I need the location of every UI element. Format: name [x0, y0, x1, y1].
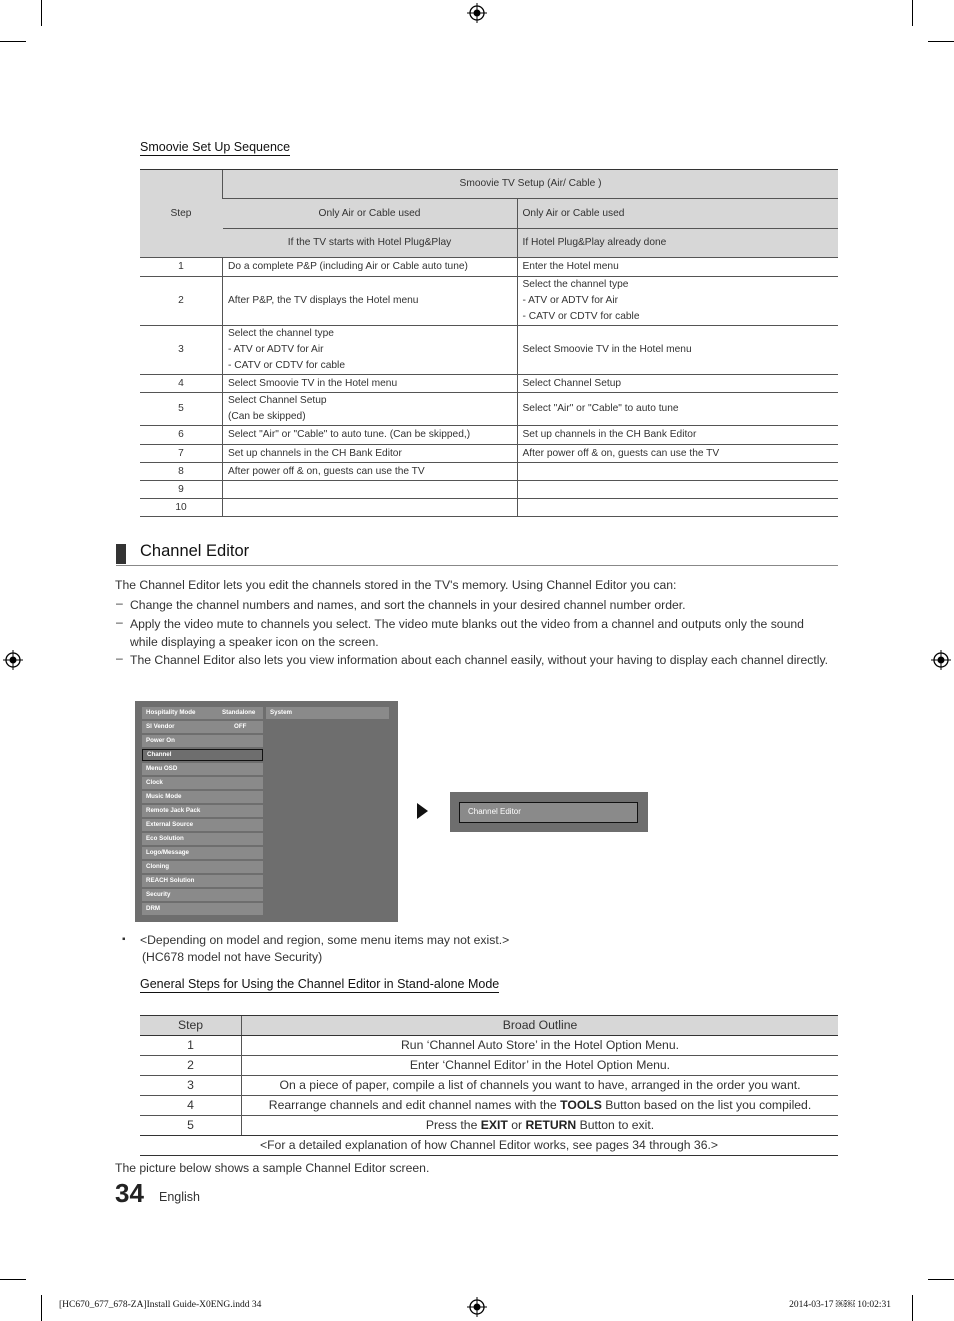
table-row [140, 463, 838, 481]
step-cell-b [517, 258, 838, 277]
cell-line: After power off & on, guests can use the TV [522, 447, 720, 459]
outline-text: Press the [425, 1118, 481, 1132]
crop-mark [41, 1295, 42, 1321]
crop-mark [928, 41, 954, 42]
step-cell-b [517, 445, 838, 463]
step-cell-a [223, 481, 518, 499]
step-cell-a [223, 426, 518, 445]
step-number: 6 [140, 426, 223, 445]
table-row [140, 1036, 838, 1056]
osd-system-label: System [266, 707, 389, 719]
step-cell-b [517, 277, 838, 326]
step-cell-b [517, 375, 838, 393]
intro-text: The Channel Editor lets you edit the channels stored in the TV's memory. Using Channel Editor you can: [115, 578, 677, 592]
osd-item-label: DRM [146, 905, 161, 912]
registration-mark-icon [467, 1297, 487, 1317]
button-name: RETURN [525, 1118, 577, 1132]
note-line-2: (HC678 model not have Security) [142, 950, 323, 964]
hotel-menu-screen [135, 701, 398, 922]
section-marker [116, 544, 126, 564]
table-row [140, 393, 838, 426]
section-title: Channel Editor [140, 542, 250, 560]
outline-text: Enter ‘Channel Editor’ in the Hotel Option Menu. [409, 1058, 671, 1072]
step-number: 3 [140, 326, 223, 375]
note-line-1: <Depending on model and region, some menu items may not exist.> [140, 933, 510, 947]
step-cell-a [223, 326, 518, 375]
osd-menu-item[interactable] [142, 805, 263, 817]
osd-menu-item[interactable] [142, 721, 263, 733]
col1-title: Only Air or Cable used [223, 199, 518, 229]
table-row [140, 326, 838, 375]
osd-menu-item[interactable] [142, 735, 263, 747]
cell-line: - CATV or CDTV for cable [228, 360, 345, 371]
cell-line: Set up channels in the CH Bank Editor [228, 447, 402, 459]
osd-item-value: OFF [234, 723, 247, 730]
smoovie-heading: Smoovie Set Up Sequence [140, 140, 291, 154]
osd-item-label: Menu OSD [146, 765, 178, 772]
cell-line: - CATV or CDTV for cable [522, 311, 640, 322]
osd-menu-item[interactable] [142, 749, 263, 761]
osd-menu-item[interactable] [142, 791, 263, 803]
step-number: 2 [140, 277, 223, 326]
step-number: 5 [140, 1116, 242, 1136]
table-row [140, 426, 838, 445]
step-cell-a [223, 499, 518, 517]
osd-item-label: External Source [146, 821, 194, 828]
section-divider [116, 565, 838, 566]
step-number: 1 [140, 1036, 242, 1056]
osd-item-label: Channel [147, 751, 172, 758]
crop-mark [0, 1279, 26, 1280]
table-row [140, 481, 838, 499]
osd-menu-item[interactable] [142, 763, 263, 775]
button-name: EXIT [480, 1118, 508, 1132]
table-row [140, 375, 838, 393]
sample-caption: The picture below shows a sample Channel Editor screen. [115, 1161, 430, 1175]
list-item: The Channel Editor also lets you view information about each channel easily, without your having to display each channel directly. [130, 653, 829, 667]
registration-mark-icon [467, 3, 487, 23]
step-number: 10 [140, 499, 223, 517]
outline-text: Button based on the list you compiled. [601, 1098, 812, 1112]
steps-outline-header: Broad Outline [242, 1016, 839, 1036]
dash-bullet: – [116, 596, 123, 610]
osd-menu-item[interactable] [142, 861, 263, 873]
step-cell-a [223, 393, 518, 426]
col2-title: Only Air or Cable used [517, 199, 838, 229]
step-number: 9 [140, 481, 223, 499]
arrow-right-icon [417, 803, 428, 819]
table-row [140, 445, 838, 463]
osd-channel-editor-item[interactable]: Channel Editor [459, 802, 638, 823]
step-cell-a [223, 375, 518, 393]
col2-sub: If Hotel Plug&Play already done [517, 229, 838, 258]
crop-mark [912, 0, 913, 26]
step-number: 8 [140, 463, 223, 481]
steps-step-header: Step [140, 1016, 242, 1036]
table-row [140, 258, 838, 277]
list-item: Apply the video mute to channels you select. The video mute blanks out the video from a channel and outputs only the sound while displaying a speaker icon on the screen. [130, 617, 804, 649]
osd-item-label: Security [146, 891, 171, 898]
outline-text: On a piece of paper, compile a list of channels you want to have, arranged in the order you want. [279, 1078, 801, 1092]
dash-bullet: – [116, 615, 123, 629]
osd-item-label: Music Mode [146, 793, 182, 800]
osd-item-value: Standalone [222, 709, 256, 716]
step-cell-b [517, 393, 838, 426]
step-cell-b [517, 326, 838, 375]
cell-line: Select the channel type [228, 328, 334, 339]
osd-item-label: Cloning [146, 863, 170, 870]
page-language: English [159, 1190, 200, 1204]
setup-header: Smoovie TV Setup (Air/ Cable ) [223, 170, 839, 199]
step-outline [242, 1076, 839, 1096]
step-cell-b [517, 463, 838, 481]
table-row [140, 1096, 838, 1116]
cell-line: Select Channel Setup [522, 377, 622, 389]
table-row [140, 499, 838, 517]
cell-line: - ATV or ADTV for Air [228, 344, 324, 355]
step-cell-a [223, 277, 518, 326]
list-item: Change the channel numbers and names, and sort the channels in your desired channel number order. [130, 598, 686, 612]
osd-item-label: Hospitality Mode [146, 709, 196, 716]
step-cell-a [223, 258, 518, 277]
osd-item-label: Logo/Message [146, 849, 189, 856]
cell-line: Select Channel Setup [228, 395, 327, 406]
cell-line: Select "Air" or "Cable" to auto tune [522, 403, 679, 414]
outline-text: or [507, 1118, 526, 1132]
step-cell-a [223, 445, 518, 463]
page-number: 34 [115, 1178, 144, 1208]
step-cell-b [517, 426, 838, 445]
note-bullet: ▪ [122, 934, 126, 945]
step-number: 2 [140, 1056, 242, 1076]
osd-item-label: Eco Solution [146, 835, 184, 842]
crop-mark [0, 41, 26, 42]
osd-menu-item[interactable] [142, 889, 263, 901]
table-row [140, 1116, 838, 1136]
step-outline [242, 1116, 839, 1136]
osd-item-label: Remote Jack Pack [146, 807, 201, 814]
registration-mark-icon [931, 650, 951, 670]
osd-item-label: REACH Solution [146, 877, 195, 884]
osd-menu-item[interactable] [142, 777, 263, 789]
osd-item-label: SI Vendor [146, 723, 175, 730]
smoovie-table [140, 169, 838, 517]
footer-file-name: [HC670_677_678-ZA]Install Guide-X0ENG.indd 34 [59, 1300, 262, 1310]
osd-menu-item[interactable] [142, 707, 263, 719]
step-number: 3 [140, 1076, 242, 1096]
general-steps-heading: General Steps for Using the Channel Editor in Stand-alone Mode [140, 977, 500, 991]
osd-menu-item[interactable] [142, 903, 263, 915]
step-cell-b [517, 481, 838, 499]
outline-text: Rearrange channels and edit channel names with the [268, 1098, 561, 1112]
step-number: 1 [140, 258, 223, 277]
osd-menu-item[interactable] [142, 819, 263, 831]
dash-bullet: – [116, 651, 123, 665]
cell-line: After P&P, the TV displays the Hotel menu [228, 295, 419, 306]
crop-mark [928, 1279, 954, 1280]
cell-line: After power off & on, guests can use the TV [228, 465, 425, 477]
cell-line: - ATV or ADTV for Air [522, 295, 618, 306]
step-number: 5 [140, 393, 223, 426]
step-number: 7 [140, 445, 223, 463]
step-number: 4 [140, 1096, 242, 1116]
cell-line: Select "Air" or "Cable" to auto tune. (Can be skipped,) [228, 429, 471, 440]
step-header: Step [140, 170, 223, 258]
steps-footnote: <For a detailed explanation of how Channel Editor works, see pages 34 through 36.> [140, 1136, 838, 1156]
step-cell-a [223, 463, 518, 481]
registration-mark-icon [3, 650, 23, 670]
step-number: 4 [140, 375, 223, 393]
osd-menu-item[interactable] [142, 833, 263, 845]
cell-line: Set up channels in the CH Bank Editor [522, 429, 697, 440]
table-row [140, 277, 838, 326]
osd-item-label: Clock [146, 779, 163, 786]
cell-line: Enter the Hotel menu [522, 261, 619, 272]
table-row [140, 1056, 838, 1076]
crop-mark [41, 0, 42, 26]
table-row [140, 1076, 838, 1096]
button-name: TOOLS [560, 1098, 602, 1112]
cell-line: (Can be skipped) [228, 411, 306, 422]
osd-item-label: Power On [146, 737, 175, 744]
footer-timestamp: 2014-03-17 ￼￼ 10:02:31 [789, 1300, 891, 1310]
step-outline [242, 1096, 839, 1116]
submenu-screen [450, 792, 648, 832]
outline-text: Button to exit. [576, 1118, 655, 1132]
outline-text: Run ‘Channel Auto Store’ in the Hotel Option Menu. [401, 1038, 679, 1052]
osd-menu-item[interactable] [142, 847, 263, 859]
crop-mark [912, 1295, 913, 1321]
col1-sub: If the TV starts with Hotel Plug&Play [223, 229, 518, 258]
cell-line: Select Smoovie TV in the Hotel menu [522, 344, 692, 355]
cell-line: Select Smoovie TV in the Hotel menu [228, 377, 398, 389]
cell-line: Do a complete P&P (including Air or Cable auto tune) [228, 261, 468, 272]
cell-line: Select the channel type [522, 279, 629, 290]
step-outline [242, 1036, 839, 1056]
general-steps-table [140, 1015, 838, 1156]
step-cell-b [517, 499, 838, 517]
osd-menu-item[interactable] [142, 875, 263, 887]
step-outline [242, 1056, 839, 1076]
